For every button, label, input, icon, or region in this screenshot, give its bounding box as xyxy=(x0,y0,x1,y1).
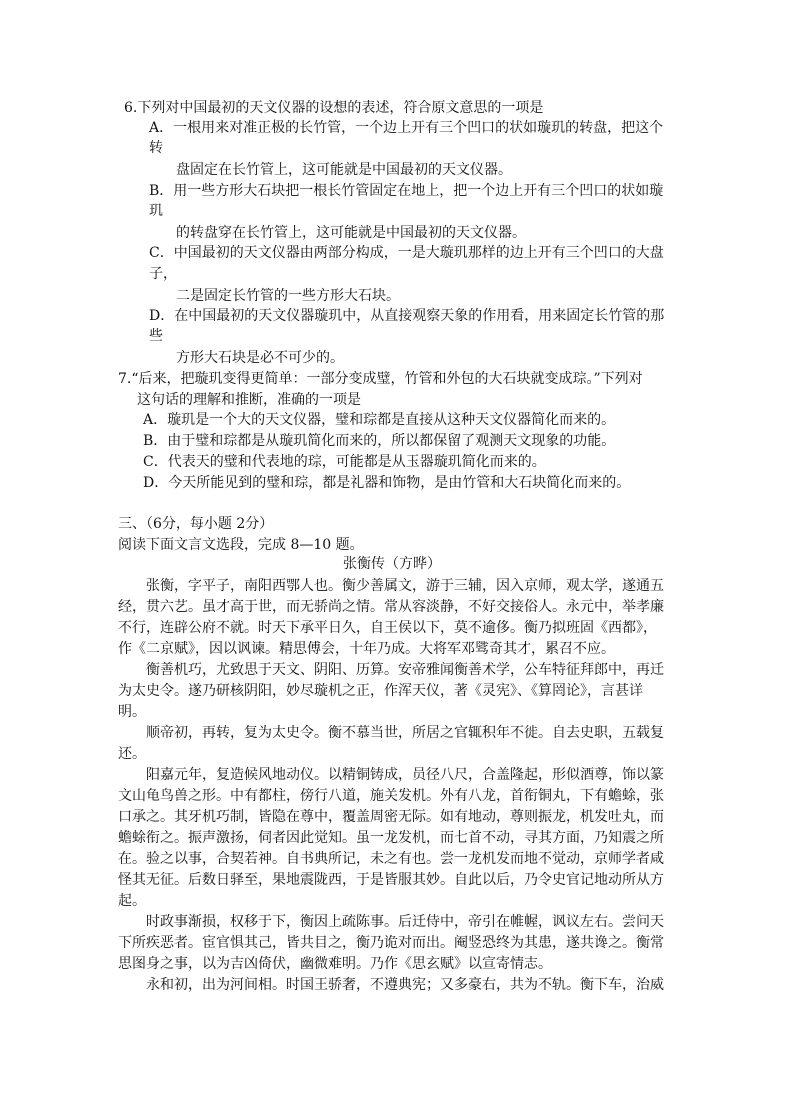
question-7-option-b: B．由于璧和琮都是从璇玑简化而来的，所以都保留了观测天文现象的功能。 xyxy=(143,433,616,449)
passage-p5-line3: 思图身之事，以为吉凶倚伏，幽微难明。乃作《思玄赋》以宣寄情志。 xyxy=(118,956,552,972)
question-7-option-d: D．今天所能见到的璧和琮，都是礼器和饰物，是由竹管和大石块简化而来的。 xyxy=(143,475,631,491)
question-6-option-c-cont: 二是固定长竹管的一些方形大石块。 xyxy=(176,288,400,304)
passage-p3-line1: 顺帝初，再转，复为太史令。衡不慕当世，所居之官辄积年不徙。自去史职，五载复 xyxy=(146,725,664,741)
passage-p1-line2: 经，贯六艺。虽才高于世，而无骄尚之情。常从容淡静，不好交接俗人。永元中，举孝廉 xyxy=(118,599,664,615)
question-7-option-c: C．代表天的璧和代表地的琮，可能都是从玉器璇玑简化而来的。 xyxy=(143,454,546,470)
question-6-option-c: C．中国最初的天文仪器由两部分构成，一是大璇玑那样的边上开有三个凹口的大盘 xyxy=(149,245,664,261)
section-3-instruction: 阅读下面文言文选段，完成 8—10 题。 xyxy=(118,537,364,553)
passage-title: 张衡传（方晔） xyxy=(343,556,441,572)
question-6-option-b-wrap: 玑 xyxy=(149,203,163,219)
passage-p4-line2: 文山龟鸟兽之形。中有都柱，傍行八道，施关发机。外有八龙，首衔铜丸，下有蟾蜍，张 xyxy=(118,788,664,804)
passage-p5-line2: 下所疾恶者。宦官惧其己，皆共目之，衡乃诡对而出。阉竖恐终为其患，遂共谗之。衡常 xyxy=(118,935,664,951)
passage-p4-line3: 口承之。其牙机巧制，皆隐在尊中，覆盖周密无际。如有地动，尊则振龙，机发吐丸，而 xyxy=(118,809,664,825)
passage-p4-line4: 蟾蜍衔之。振声激扬，伺者因此觉知。虽一龙发机，而七首不动，寻其方面，乃知震之所 xyxy=(118,830,664,846)
question-7-stem-cont: 这句话的理解和推断，准确的一项是 xyxy=(137,392,361,408)
section-3-heading: 三、（6分，每小题 2分） xyxy=(118,516,274,532)
question-6-option-d-cont: 方形大石块是必不可少的。 xyxy=(176,350,344,366)
question-6-option-a: A．一根用来对准正极的长竹管，一个边上开有三个凹口的状如璇玑的转盘，把这个 xyxy=(149,120,664,136)
question-6-option-d-wrap: 些 xyxy=(149,328,163,344)
passage-p2-line1: 衡善机巧，尤致思于天文、阴阳、历算。安帝雅闻衡善术学，公车特征拜郎中，再迁 xyxy=(146,662,664,678)
passage-p4-line7: 起。 xyxy=(118,893,146,909)
question-7-option-a: A．璇玑是一个大的天文仪器，璧和琮都是直接从这种天文仪器简化而来的。 xyxy=(143,412,616,428)
passage-p1-line1: 张衡，字平子，南阳西鄂人也。衡少善属文，游于三辅，因入京师，观太学，遂通五 xyxy=(146,578,664,594)
passage-p1-line3: 不行，连辟公府不就。时天下承平日久，自王侯以下，莫不逾侈。衡乃拟班固《西都》， xyxy=(118,620,657,636)
passage-p1-line4: 作《二京赋》，因以讽谏。精思傅会，十年乃成。大将军邓骘奇其才，累召不应。 xyxy=(118,641,615,657)
passage-p2-line3: 明。 xyxy=(118,704,146,720)
question-6-option-a-wrap: 转 xyxy=(149,140,163,156)
question-6-option-c-wrap: 子， xyxy=(149,266,177,282)
question-7-stem: 7.“后来，把璇玑变得更简单：一部分变成璧，竹管和外包的大石块就变成琮。”下列对 xyxy=(118,371,643,387)
passage-p5-line1: 时政事渐损，权移于下，衡因上疏陈事。后迁侍中，帝引在帷幄，讽议左右。尝问天 xyxy=(146,914,664,930)
question-6-option-b: B．用一些方形大石块把一根长竹管固定在地上，把一个边上开有三个凹口的状如璇 xyxy=(149,183,664,199)
passage-p4-line1: 阳嘉元年，复造候风地动仪。以精铜铸成，员径八尺，合盖隆起，形似酒尊，饰以篆 xyxy=(146,767,664,783)
passage-p2-line2: 为太史令。遂乃研核阴阳，妙尽璇机之正，作浑天仪，著《灵宪》、《算罔论》，言甚详 xyxy=(118,683,643,699)
question-6-option-d: D．在中国最初的天文仪器璇玑中，从直接观察天象的作用看，用来固定长竹管的那 xyxy=(149,308,665,324)
passage-p4-line5: 在。验之以事，合契若神。自书典所记，未之有也。尝一龙机发而地不觉动，京师学者咸 xyxy=(118,851,664,867)
passage-p6-line1: 永和初，出为河间相。时国王骄奢，不遵典宪；又多豪右，共为不轨。衡下车，治威 xyxy=(146,977,664,993)
question-6-stem: 6.下列对中国最初的天文仪器的设想的表述，符合原文意思的一项是 xyxy=(124,100,544,116)
passage-p3-line2: 还。 xyxy=(118,746,146,762)
question-6-option-b-cont: 的转盘穿在长竹管上，这可能就是中国最初的天文仪器。 xyxy=(176,225,526,241)
passage-p4-line6: 怪其无征。后数日驿至，果地震陇西，于是皆服其妙。自此以后，乃令史官记地动所从方 xyxy=(118,872,664,888)
question-6-option-a-cont: 盘固定在长竹管上，这可能就是中国最初的天文仪器。 xyxy=(176,162,512,178)
